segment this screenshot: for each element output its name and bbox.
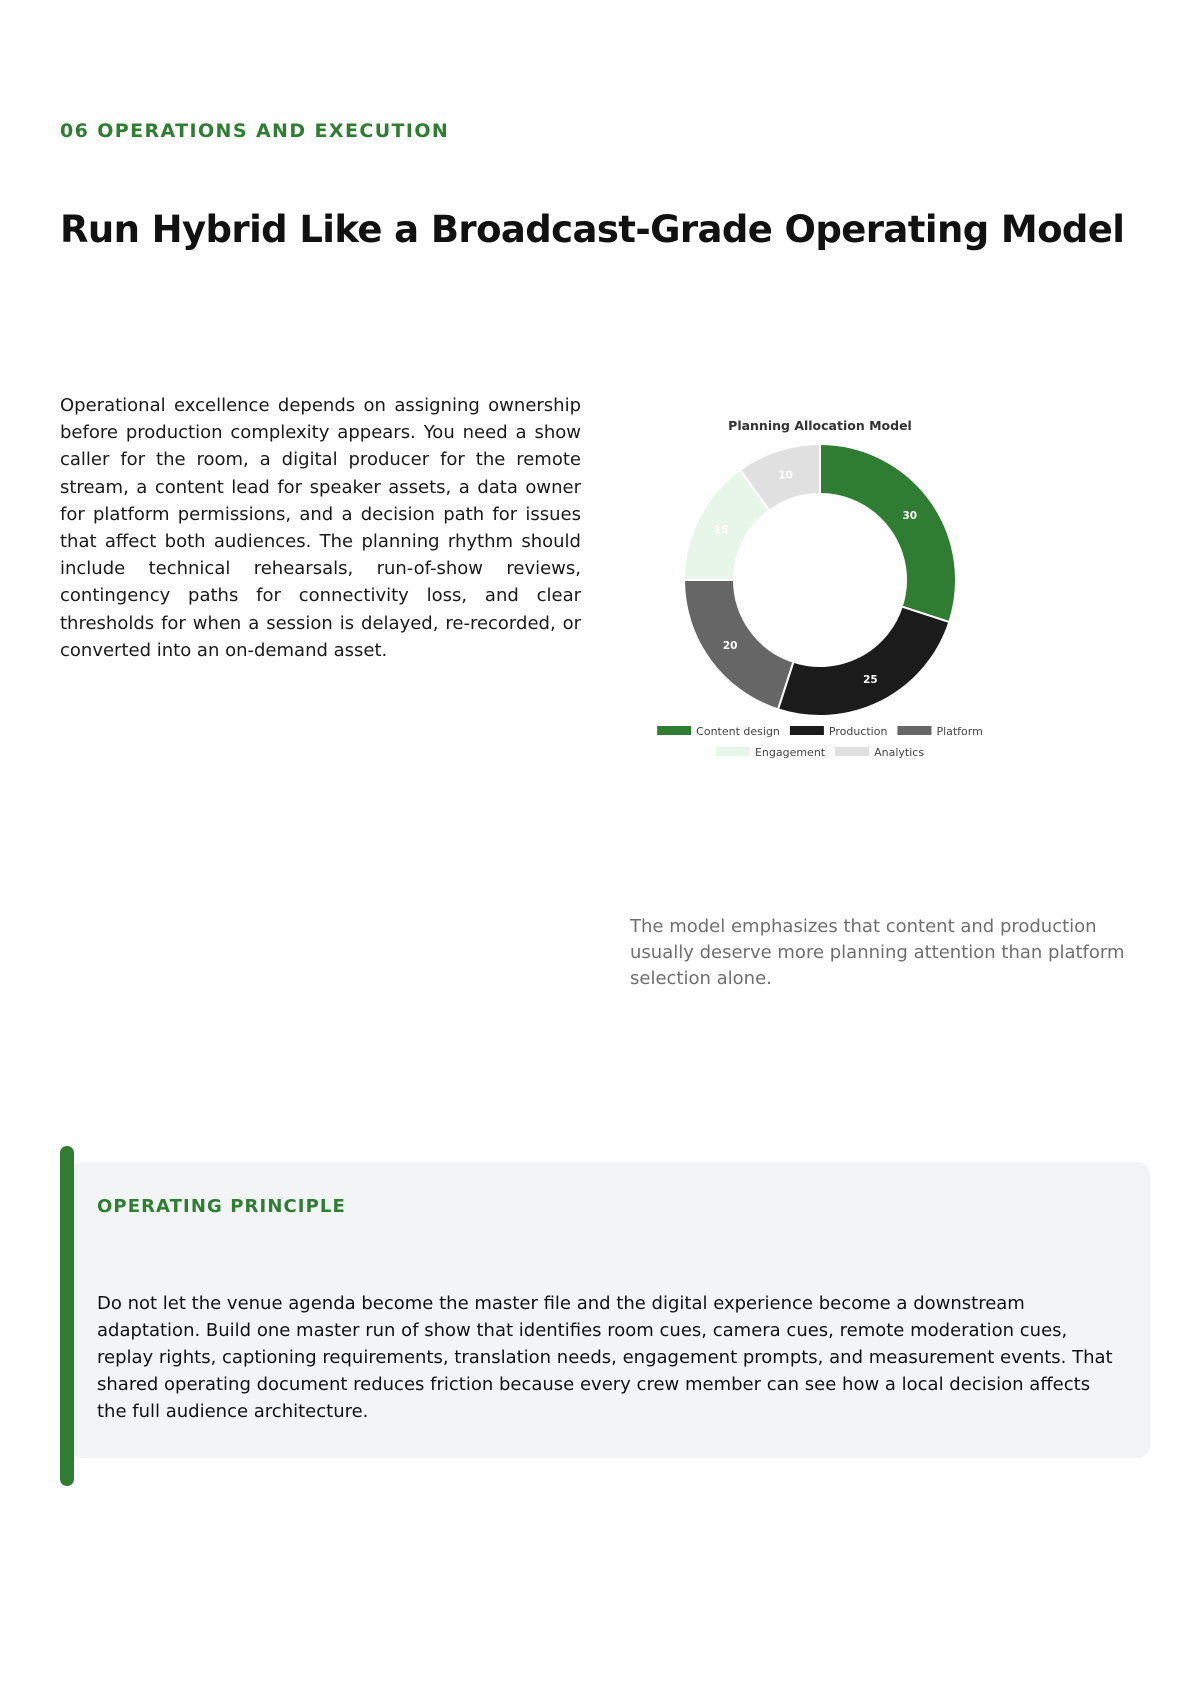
donut-slice-platform	[684, 580, 793, 709]
slice-value-label: 20	[722, 640, 738, 653]
legend-swatch	[790, 726, 824, 735]
legend-item	[790, 725, 888, 738]
callout-text: Do not let the venue agenda become the master file and the digital experience become a downstream adaptation. Build one master run of show that identifies room cues, camera cues, remote moderation cues, replay rights, captioning requirements, translation needs, engagement prompts, and measurement events. That shared operating document reduces friction because every crew member can see how a local decision affects the full audience architecture.	[97, 1293, 1113, 1422]
legend-item	[897, 725, 982, 738]
legend-swatch	[657, 726, 691, 735]
slice-value-label: 15	[713, 524, 729, 537]
operating-principle-callout	[60, 1146, 1150, 1466]
legend-label: Content design	[696, 725, 780, 738]
legend-swatch	[716, 747, 750, 756]
legend-label: Analytics	[874, 746, 925, 759]
legend-item	[716, 746, 826, 759]
chart-caption: The model emphasizes that content and production usually deserve more planning attention than platform selection alone.	[630, 916, 1125, 989]
chart-title: Planning Allocation Model	[728, 418, 912, 433]
legend-label: Platform	[936, 725, 983, 738]
slice-value-label: 25	[863, 673, 878, 686]
legend-swatch	[835, 747, 869, 756]
slice-value-label: 30	[902, 509, 918, 522]
legend-swatch	[897, 726, 931, 735]
callout-label: OPERATING PRINCIPLE	[97, 1196, 346, 1217]
page-title: Run Hybrid Like a Broadcast-Grade Operating Model	[60, 208, 1125, 251]
legend-label: Production	[828, 725, 888, 738]
body-paragraph: Operational excellence depends on assigning ownership before production complexity appears. You need a show caller for the room, a digital producer for the remote stream, a content lead for speaker assets, a data owner for platform permissions, and a decision path for issues that affect both audiences. The planning rhythm should include technical rehearsals, run-of-show reviews, contingency paths for connectivity loss, and clear thresholds for when a session is delayed, re-recorded, or converted into an on-demand asset.	[60, 395, 581, 661]
donut-slice-production	[778, 607, 949, 716]
section-eyebrow: 06 OPERATIONS AND EXECUTION	[60, 120, 450, 142]
legend-label: Engagement	[754, 746, 826, 759]
slice-value-label: 10	[778, 469, 794, 482]
donut-chart-svg	[630, 408, 1010, 768]
donut-chart	[630, 408, 1010, 768]
callout-accent-bar	[60, 1146, 74, 1486]
legend-item	[835, 746, 924, 759]
legend-item	[657, 725, 780, 738]
chart-legend	[657, 725, 983, 759]
chart-slices	[684, 444, 956, 716]
donut-slice-content-design	[820, 444, 956, 622]
